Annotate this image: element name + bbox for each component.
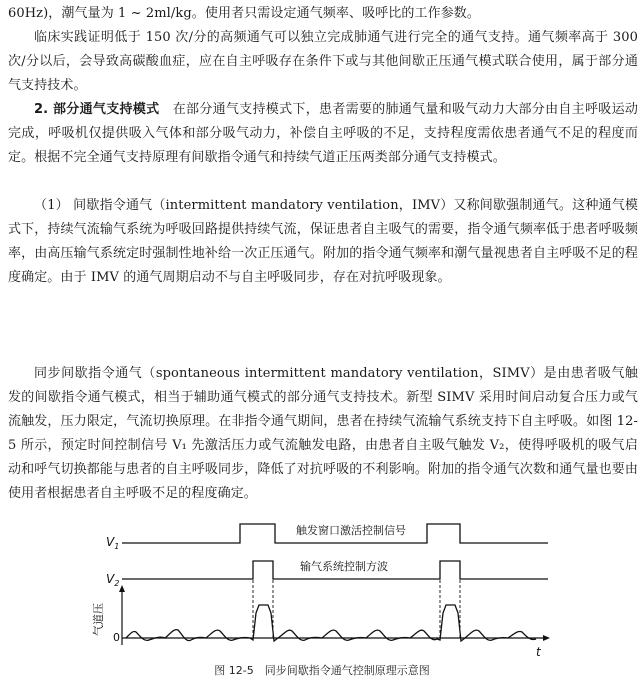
airway-pressure-waveform [126, 605, 536, 641]
y-axis-arrow [119, 585, 125, 592]
figure-12-5 [0, 510, 644, 660]
v2-label: $V_2$ [106, 572, 120, 588]
paragraph-imv: （1） 间歇指令通气（intermittent mandatory ventilation，IMV）又称间歇强制通气。这种通气模式下，持续气流输气系统为呼吸回路提供持续气流，保证患者自主吸气的需要，指令通气频率低于患者呼吸频率，由高压输气系统定时强制性地补给一次正压通气。附加的指令通气频率和潮气量视患者自主呼吸不足的程度确定。由于 IMV 的通气周期启动不与自主呼吸同步，存在对抗呼吸现象。 [8, 198, 638, 285]
time-axis-arrow [543, 635, 550, 641]
figure-caption: 图 12-5 同步间歇指令通气控制原理示意图 [214, 664, 430, 677]
v1-signal-label: 触发窗口激活控制信号 [296, 524, 406, 537]
y-axis-label: 气道压 [92, 603, 105, 636]
time-label: t [536, 645, 541, 659]
zero-label: 0 [113, 631, 120, 644]
v1-label: $V_1$ [106, 535, 120, 551]
paragraph-hfv-clinical: 临床实践证明低于 150 次/分的高频通气可以独立完成肺通气进行完全的通气支持。通气频率高于 300 次/分以后，会导致高碳酸血症，应在自主呼吸存在条件下或与其他间歇正压通气模式联合使用，属于部分通气支持技术。 [8, 30, 638, 93]
section-heading-partial-support: 2. 部分通气支持模式 [34, 102, 160, 117]
paragraph-partial-support [8, 98, 638, 170]
section-body-partial-support: 在部分通气支持模式下，患者需要的肺通气量和吸气动力大部分由自主呼吸运动完成，呼吸机仅提供吸入气体和部分吸气动力，补偿自主呼吸的不足，支持程度需依患者通气不足的程度而定。根据不完全通气支持原理有间歇指令通气和持续气道正压两类部分通气支持模式。 [8, 102, 638, 165]
paragraph-continuation: 60Hz)，潮气量为 1 ~ 2ml/kg。使用者只需设定通气频率、吸呼比的工作参数。 [8, 6, 480, 21]
v2-signal-label: 输气系统控制方波 [300, 560, 388, 573]
paragraph-simv: 同步间歇指令通气（spontaneous intermittent mandatory ventilation，SIMV）是由患者吸气触发的间歇指令通气模式，相当于辅助通气模式的部分通气支持技术。新型 SIMV 采用时间启动复合压力或气流触发，压力限定，气流切换原理。在非指令通气期间，患者在持续气流输气系统支持下自主呼吸。如图 12-5 所示，预定时间控制信号 V₁ 先激活压力或气流触发电路，由患者自主吸气触发 V₂，使得呼吸机的吸气启动和呼气切换都能与患者的自主呼吸同步，降低了对抗呼吸的不利影响。附加的指令通气次数和通气量也要由使用者根据患者自主呼吸不足的程度确定。 [8, 366, 638, 501]
